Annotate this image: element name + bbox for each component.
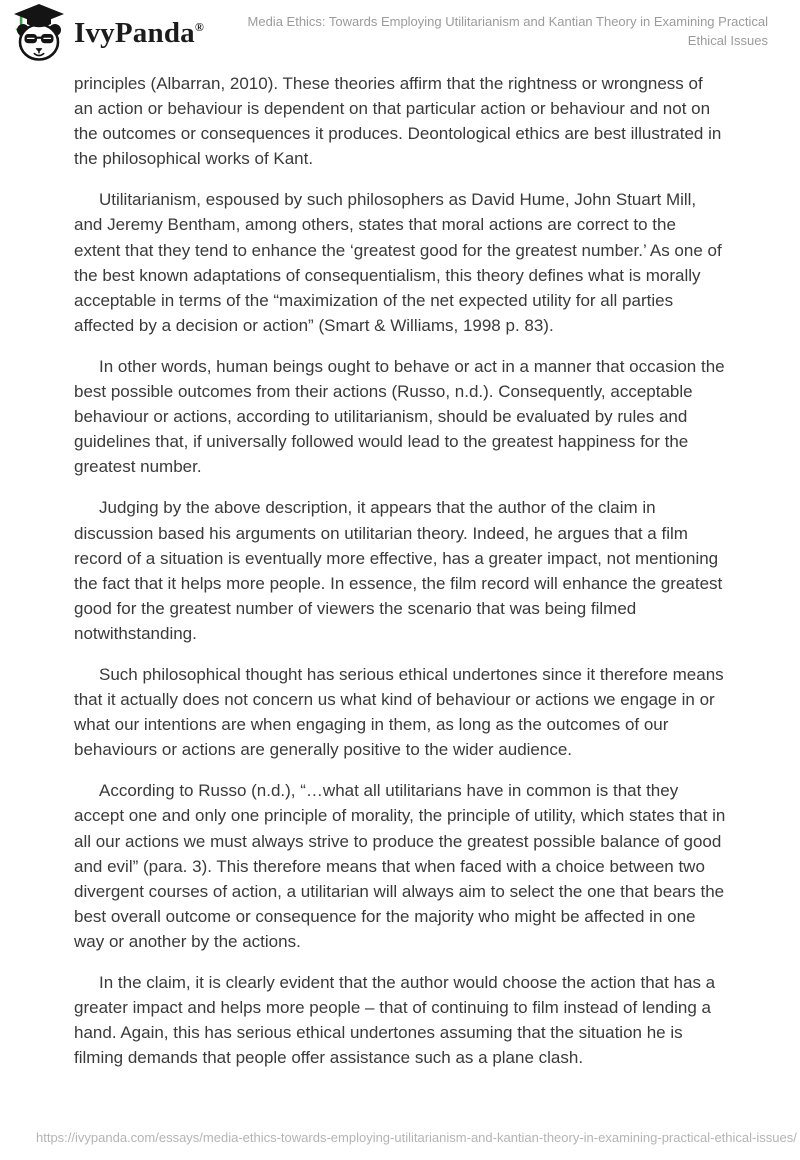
registered-trademark-symbol: ® <box>194 19 205 34</box>
paragraph-3: In other words, human beings ought to behave or act in a manner that occasion the best possible outcomes from their actions (Russo, n.d.). Consequently, acceptable behaviour or actions, according to utilitarianism, should be evaluated by rules and guidelines that, if universally followed would lead to the greatest happiness for the greatest number. <box>74 356 725 477</box>
document-title: Media Ethics: Towards Employing Utilitarianism and Kantian Theory in Examining Practical Ethical Issues <box>247 14 768 48</box>
paragraph-2: Utilitarianism, espoused by such philosophers as David Hume, John Stuart Mill, and Jeremy Bentham, among others, states that moral actions are correct to the extent that they tend to enhance the ‘greatest good for the greatest number.’ As one of the best known adaptations of consequentialism, this theory defines what is morally acceptable in terms of the “maximization of the net expected utility for all parties affected by a decision or action” (Smart & Williams, 1998 p. 83). <box>74 190 722 335</box>
paragraph-7: In the claim, it is clearly evident that the author would choose the action that has a greater impact and helps more people – that of continuing to film instead of lending a hand. Again, this has serious ethical undertones assuming that the situation he is filming demands that people offer assistance such as a plane clash. <box>74 973 716 1068</box>
page-header <box>0 0 800 64</box>
paragraph-5: Such philosophical thought has serious ethical undertones since it therefore means that it actually does not concern us what kind of behaviour or actions we engage in or what our intentions are when engaging in them, as long as the outcomes of our behaviours or actions are generally positive to the wider audience. <box>74 664 724 760</box>
paragraph-6: According to Russo (n.d.), “…what all utilitarians have in common is that they accept one and only one principle of morality, the principle of utility, which states that in all our actions we must always strive to produce the greatest possible balance of good and evil” (para. 3). This therefore means that when faced with a choice between two divergent courses of action, a utilitarian will always aim to select the one that bears the best overall outcome or consequence for the majority who might be affected in one way or another by the actions. <box>74 781 726 951</box>
source-url: https://ivypanda.com/essays/media-ethics-towards-employing-utilitarianism-and-kantian-theory-in-examining-practical-ethical-issues/ <box>36 1130 797 1145</box>
document-body <box>74 71 726 1086</box>
paragraph-4: Judging by the above description, it appears that the author of the claim in discussion based his arguments on utilitarian theory. Indeed, he argues that a film record of a situation is eventually more effective, has a greater impact, not mentioning the fact that it helps more people. In essence, the film record will enhance the greatest good for the greatest number of viewers the scenario that was being filmed notwithstanding. <box>74 498 723 643</box>
panda-graduation-cap-icon <box>13 4 65 62</box>
brand-name: IvyPanda <box>74 16 195 49</box>
brand-wordmark <box>74 17 204 50</box>
paragraph-1: principles (Albarran, 2010). These theories affirm that the rightness or wrongness of an action or behaviour is dependent on that particular action or behaviour and not on the outcomes or consequences it produces. Deontological ethics are best illustrated in the philosophical works of Kant. <box>74 74 722 169</box>
ivypanda-logo <box>13 4 204 62</box>
